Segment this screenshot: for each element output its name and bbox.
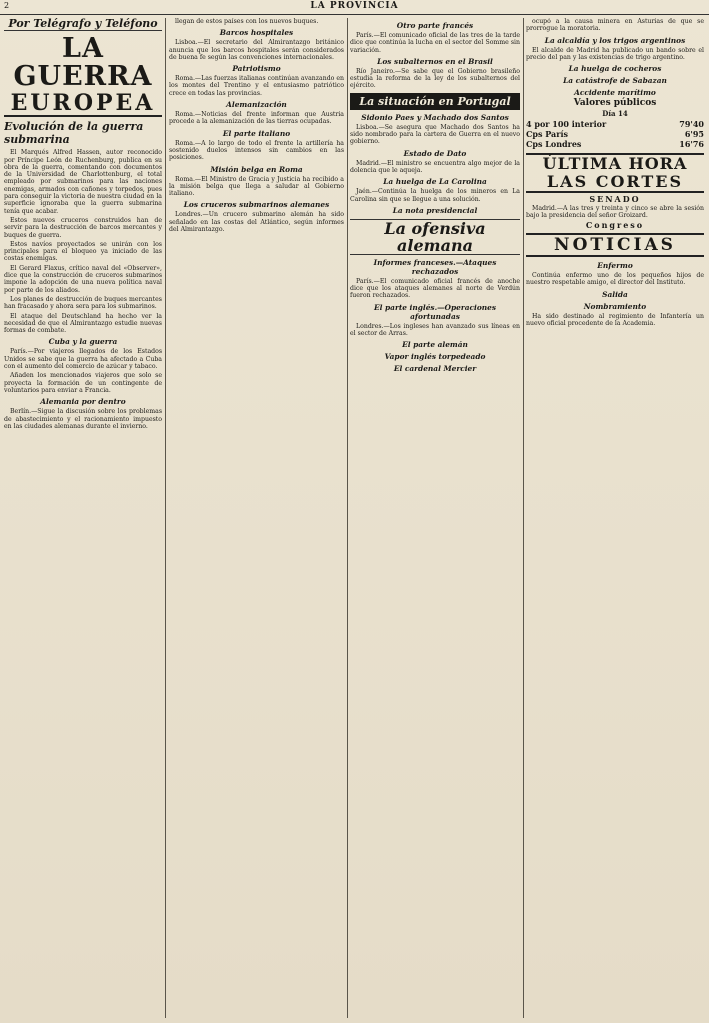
stock-row (526, 139, 704, 149)
paragraph: Madrid.—A las tres y treinta y cinco se abre la sesión bajo la presidencia del señor Groizard. (526, 205, 704, 220)
section-headline: La ofensiva alemana (350, 219, 520, 255)
subheading: Cuba y la guerra (48, 337, 118, 347)
subheading: Otro parte francés (396, 21, 474, 30)
subheading: El parte alemán (402, 340, 468, 350)
masthead (0, 0, 709, 15)
subheading: Patriotismo (232, 64, 281, 74)
paragraph: El alcalde de Madrid ha publicado un bando sobre el precio del pan y las existencias de trigo argentino. (526, 46, 704, 61)
subheading: El parte italiano (222, 128, 291, 138)
subheading: Los cruceros submarinos alemanes (183, 200, 330, 210)
paragraph: Roma.—A lo largo de todo el frente la artillería ha sostenido duelos intensos sin cambios en las posiciones. (169, 139, 344, 162)
subheading: Salida (602, 289, 628, 299)
paragraph: ocupó a la causa minera en Asturias de que se prorrogue la moratoria. (526, 18, 704, 33)
stock-label: Cps París (526, 128, 568, 139)
column-rule (347, 18, 348, 1018)
section-headline: ÚLTIMA HORA (526, 153, 704, 173)
paragraph: Continúa enfermo uno de los pequeños hijos de nuestro respetable amigo, el director del Instituto. (526, 271, 704, 287)
paragraph: Madrid.—El ministro se encuentra algo mejor de la dolencia que le aqueja. (350, 159, 520, 174)
subheading: La huelga de cocheros (568, 64, 662, 74)
column-rule (165, 18, 166, 1018)
newspaper-title: LA PROVINCIA (310, 1, 399, 11)
stock-value: 16'76 (679, 138, 704, 149)
subheading: La alcaldía y los trigos argentinos (544, 35, 686, 45)
paragraph: El ataque del Deutschland ha hecho ver la necesidad de que el Almirantazgo estudie nuevas formas de combate. (4, 312, 162, 335)
subheading: Enfermo (597, 260, 633, 270)
column-rule (523, 18, 524, 1018)
subheading: Alemanización (226, 100, 287, 110)
paragraph: Roma.—El Ministro de Gracia y Justicia ha recibido a la misión belga que llega a saludar al Gobierno italiano. (169, 175, 344, 198)
paragraph: llegan de estos países con los nuevos buques. (175, 18, 319, 25)
paragraph: Londres.—Los ingleses han avanzado sus líneas en el sector de Arras. (350, 322, 520, 338)
paragraph: El Marqués Alfred Hassen, autor reconocido por Príncipe León de Ruchenburg, publica en su obra de la guerra, comentando con documentos de la Universidad de Charlottenburg, el total empleado por submarinos para las naciones enemigas, armados con cañones y torpedos, pues para conseguir la victoria de nuestra ciudad en la superficie ignoraba que la guerra submarina tenía que acabar. (4, 149, 162, 215)
subheading: La huelga de La Carolina (383, 177, 487, 187)
column-4 (526, 18, 704, 1018)
paragraph: Lisboa.—El secretario del Almirantazgo británico anuncia que los barcos hospitales serán considerados de buena fe según las convenciones internacionales. (169, 39, 344, 61)
headline: LA GUERRA (13, 33, 153, 93)
headline-sub: EUROPEA (4, 91, 162, 117)
subheading: Nombramiento (583, 301, 647, 311)
subheading: Alemania por dentro (40, 397, 126, 407)
subheading: Los subalternos en el Brasil (377, 56, 493, 66)
paragraph: París.—Por viajeros llegados de los Estados Unidos se sabe que la guerra ha afectado a Cuba con el aumento del comercio de azúcar y tabaco. (4, 348, 162, 371)
paragraph: Roma.—Las fuerzas italianas continúan avanzando en los montes del Trentino y el entusiasmo patriótico crece en todas las provincias. (169, 75, 344, 97)
stock-value: 6'95 (684, 128, 704, 139)
paragraph: El Gerard Flaxus, crítico naval del «Observer», dice que la construcción de cruceros submarinos impone la adopción de una nueva política naval por parte de los aliados. (4, 264, 162, 294)
paragraph: Jaén.—Continúa la huelga de los mineros en La Carolina sin que se llegue a una solución. (350, 188, 520, 203)
subheading: Vapor inglés torpedeado (384, 352, 486, 362)
subheading: Sidonio Paes y Machado dos Santos (361, 112, 509, 122)
subheading: Misión belga en Roma (210, 164, 303, 174)
subheading: La nota presidencial (392, 205, 478, 215)
article-title: Evolución de la guerra submarina (4, 120, 144, 147)
stock-label: 4 por 100 interior (526, 118, 607, 129)
column-1 (4, 18, 162, 1018)
subheading: SENADO (589, 193, 641, 204)
paragraph: Estos navíos proyectados se unirán con los principales para el bloqueo ya iniciado de las costas enemigas. (4, 240, 162, 263)
paragraph: Roma.—Noticias del frente informan que Austria procede a la alemanización de las tierras ocupadas. (169, 111, 344, 126)
paragraph: Londres.—Un crucero submarino alemán ha sido señalado en las costas del Atlántico, según informes del Almirantazgo. (169, 211, 344, 234)
stock-row (526, 119, 704, 129)
page-number: 2 (4, 1, 10, 10)
subheading: Barcos hospitales (219, 28, 294, 38)
stock-label: Cps Londres (526, 138, 582, 149)
stock-value: 79'40 (679, 118, 704, 129)
paragraph: Añaden los mencionados viajeros que solo se proyecta la formación de un contingente de voluntarios para enviar a Francia. (4, 372, 162, 394)
paragraph: Estos nuevos cruceros construidos han de servir para la destrucción de barcos mercantes y buques de guerra. (4, 216, 162, 239)
section-headline: NOTICIAS (526, 233, 704, 257)
subheading: La catástrofe de Sabazan (563, 76, 667, 86)
section-headline: LAS CORTES (526, 173, 704, 193)
subheading: El parte inglés.—Operaciones afortunadas (374, 302, 496, 321)
paragraph: Río Janeiro.—Se sabe que el Gobierno brasileño estudia la reforma de la ley de los subalternos del ejército. (350, 67, 520, 90)
column-2 (169, 18, 344, 1018)
banner-heading: La situación en Portugal (350, 93, 520, 110)
subheading: Accidente marítimo (574, 88, 656, 98)
paragraph: Los planes de destrucción de buques mercantes han fracasado y ahora sera para los submarinos. (4, 295, 162, 311)
paragraph: Ha sido destinado al regimiento de Infantería un nuevo oficial procedente de la Academia. (526, 312, 704, 327)
subheading: Congreso (585, 219, 645, 230)
paragraph: Lisboa.—Se asegura que Machado dos Santos ha sido nombrado para la cartera de Guerra en el nuevo gobierno. (350, 123, 520, 146)
subheading: El cardenal Mercier (393, 364, 477, 374)
subheading: Informes franceses.—Ataques rechazados (373, 257, 497, 276)
paragraph: Berlín.—Sigue la discusión sobre los problemas de abastecimiento y el racionamiento impuesto en las ciudades alemanas durante el invierno. (4, 408, 162, 430)
paragraph: París.—El comunicado oficial de las tres de la tarde dice que continúa la lucha en el sector del Somme sin variación. (350, 32, 520, 54)
stock-heading: Valores públicos (573, 98, 657, 109)
section-header: Por Telégrafo y Teléfono (4, 20, 162, 31)
paragraph: París.—El comunicado oficial francés de anoche dice que los ataques alemanes al norte de Verdún fueron rechazados. (350, 277, 520, 300)
subheading: Estado de Dato (403, 148, 467, 158)
stock-row (526, 129, 704, 139)
column-3 (350, 18, 520, 1018)
stock-date: Día 14 (602, 109, 628, 119)
